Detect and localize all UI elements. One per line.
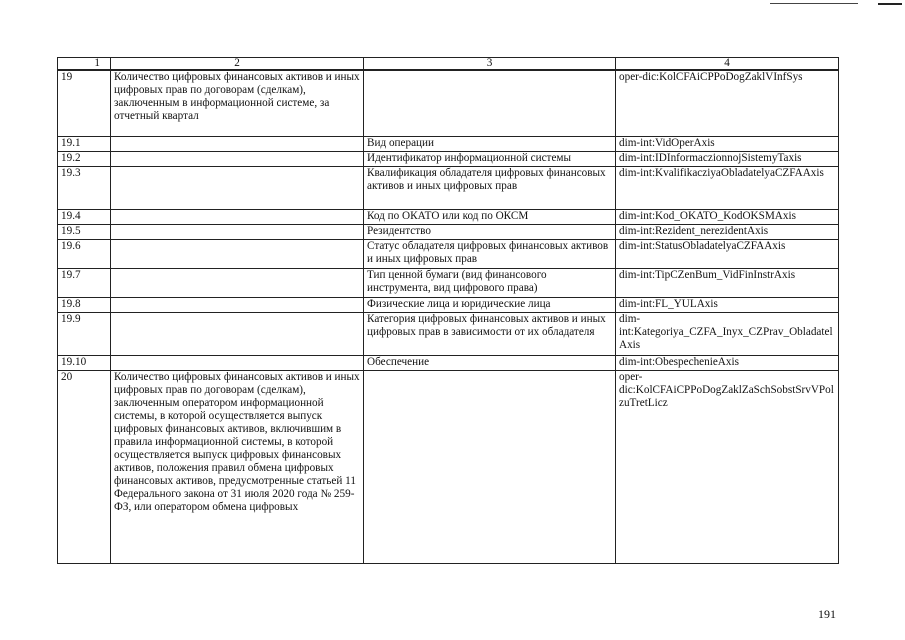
row-number: 19.4 <box>58 209 111 224</box>
row-name <box>111 355 364 370</box>
table-header-row <box>58 58 839 71</box>
row-number: 19.5 <box>58 224 111 239</box>
row-dimension: Статус обладателя цифровых финансовых активов и иных цифровых прав <box>364 239 616 268</box>
row-dimension: Резидентство <box>364 224 616 239</box>
row-number: 19 <box>58 70 111 136</box>
row-number: 19.3 <box>58 166 111 209</box>
row-dimension: Категория цифровых финансовых активов и иных цифровых прав в зависимости от их обладателя <box>364 312 616 355</box>
table-row <box>58 268 839 297</box>
row-number: 19.10 <box>58 355 111 370</box>
header-cell-4: 4 <box>616 58 839 71</box>
row-name: Количество цифровых финансовых активов и иных цифровых прав по договорам (сделкам), заключенным в информационной системе, за отчетный квартал <box>111 70 364 136</box>
row-dimension: Обеспечение <box>364 355 616 370</box>
row-number: 20 <box>58 370 111 563</box>
row-dimension: Квалификация обладателя цифровых финансовых активов и иных цифровых прав <box>364 166 616 209</box>
table-row <box>58 209 839 224</box>
table-row <box>58 224 839 239</box>
table-row <box>58 151 839 166</box>
header-cell-3: 3 <box>364 58 616 71</box>
table-row <box>58 312 839 355</box>
table-row <box>58 239 839 268</box>
row-code: dim-int:VidOperAxis <box>616 136 839 151</box>
row-code: dim-int:FL_YULAxis <box>616 297 839 312</box>
row-dimension <box>364 70 616 136</box>
row-number: 19.7 <box>58 268 111 297</box>
row-number: 19.6 <box>58 239 111 268</box>
row-code: oper-dic:KolCFAiCPPoDogZaklVInfSys <box>616 70 839 136</box>
data-table <box>57 57 839 564</box>
row-dimension: Идентификатор информационной системы <box>364 151 616 166</box>
row-code: dim-int:Rezident_nerezidentAxis <box>616 224 839 239</box>
row-name <box>111 239 364 268</box>
row-dimension: Код по ОКАТО или код по ОКСМ <box>364 209 616 224</box>
row-dimension: Тип ценной бумаги (вид финансового инструмента, вид цифрового права) <box>364 268 616 297</box>
page-number: 191 <box>818 607 836 621</box>
row-code: dim-int:Kod_OKATO_KodOKSMAxis <box>616 209 839 224</box>
table-row <box>58 70 839 136</box>
row-number: 19.1 <box>58 136 111 151</box>
row-number: 19.8 <box>58 297 111 312</box>
table-row <box>58 297 839 312</box>
row-code: dim-int:ObespechenieAxis <box>616 355 839 370</box>
header-cell-1: 1 <box>58 58 111 71</box>
header-cell-2: 2 <box>111 58 364 71</box>
table-row <box>58 166 839 209</box>
row-code: dim-int:TipCZenBum_VidFinInstrAxis <box>616 268 839 297</box>
row-code: dim-int:KvalifikacziyaObladatelyaCZFAAxis <box>616 166 839 209</box>
top-rule-short <box>878 3 902 5</box>
row-code: dim-int:StatusObladatelyaCZFAAxis <box>616 239 839 268</box>
top-rule <box>770 3 858 4</box>
table-row <box>58 355 839 370</box>
row-number: 19.9 <box>58 312 111 355</box>
row-dimension <box>364 370 616 563</box>
row-code: dim-int:Kategoriya_CZFA_Inyx_CZPrav_ObladatelAxis <box>616 312 839 355</box>
row-name <box>111 136 364 151</box>
row-name <box>111 166 364 209</box>
row-code: dim-int:IDInformaczionnojSistemyTaxis <box>616 151 839 166</box>
row-name <box>111 312 364 355</box>
row-number: 19.2 <box>58 151 111 166</box>
table-row <box>58 136 839 151</box>
row-dimension: Физические лица и юридические лица <box>364 297 616 312</box>
row-name <box>111 209 364 224</box>
row-name <box>111 151 364 166</box>
row-name <box>111 268 364 297</box>
row-name <box>111 297 364 312</box>
row-code: oper-dic:KolCFAiCPPoDogZaklZaSchSobstSrvVPolzuTretLicz <box>616 370 839 563</box>
row-dimension: Вид операции <box>364 136 616 151</box>
row-name: Количество цифровых финансовых активов и иных цифровых прав по договорам (сделкам), заключенным оператором информационной системы, в которой осуществляется выпуск цифровых финансовых активов, включившим в правила информационной системы, в которой осуществляется выпуск цифровых финансовых активов, положения правил обмена цифровых финансовых активов, предусмотренные статьей 11 Федерального закона от 31 июля 2020 года № 259-ФЗ, или оператором обмена цифровых <box>111 370 364 563</box>
row-name <box>111 224 364 239</box>
table-row <box>58 370 839 563</box>
